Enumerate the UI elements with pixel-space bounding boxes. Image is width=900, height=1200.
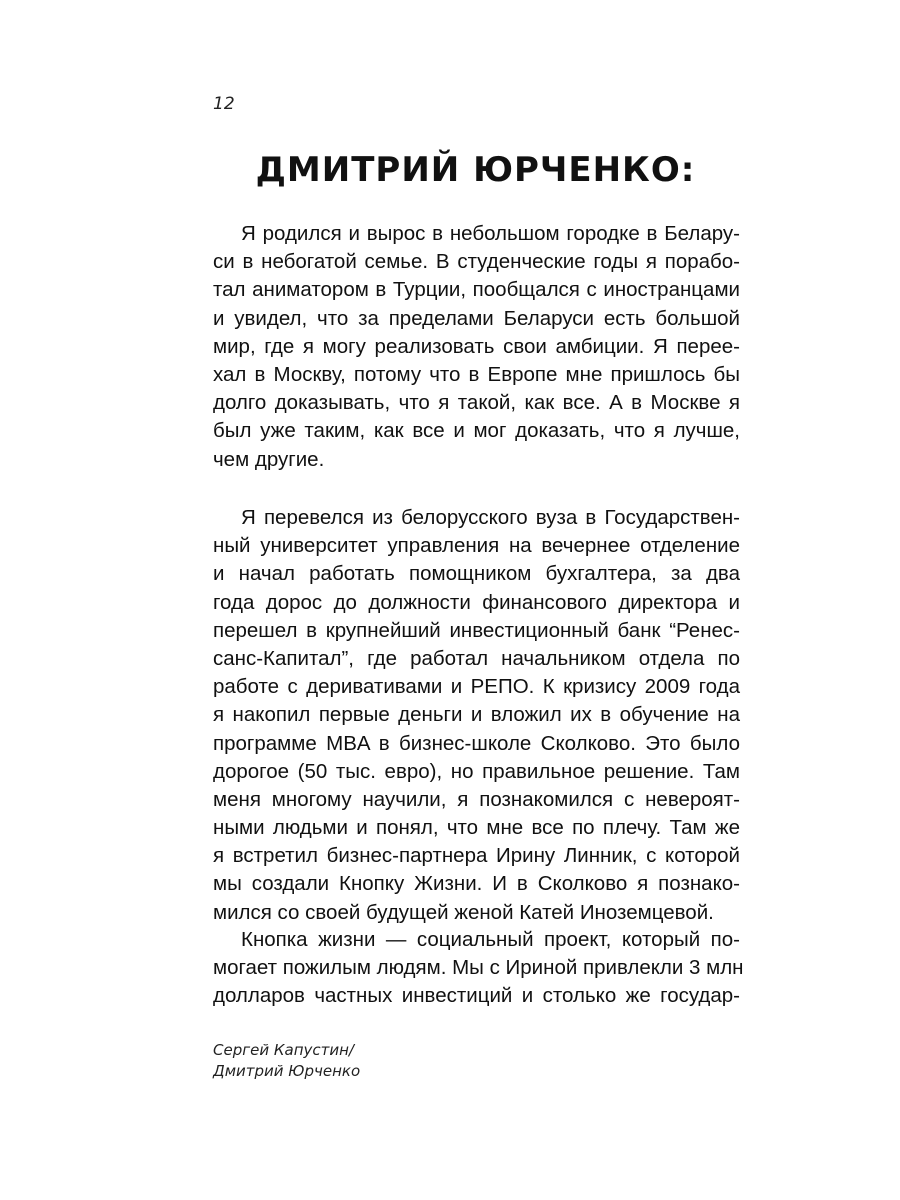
text-line: мир, где я могу реализовать свои амбиции. Я переe- bbox=[213, 334, 740, 358]
text-line: Я родился и вырос в небольшом городке в Белару- bbox=[241, 222, 740, 245]
text-line: я накопил первые деньги и вложил их в обучение на bbox=[213, 703, 740, 727]
text-line: меня многому научили, я познакомился с невероят- bbox=[213, 787, 740, 811]
page-number: 12 bbox=[213, 94, 235, 114]
paragraph-3 bbox=[213, 926, 744, 1011]
text-line: года дорос до должности финансового директора и bbox=[213, 590, 740, 614]
text-line: был уже таким, как все и мог доказать, что я лучше, bbox=[213, 419, 740, 443]
text-line: ными людьми и понял, что мне все по плечу. Там же bbox=[213, 816, 740, 840]
text-line: работе с деривативами и РЕПО. К кризису 2009 года bbox=[213, 675, 740, 699]
text-line: хал в Москву, потому что в Европе мне пришлось бы bbox=[213, 362, 740, 386]
text-line: чем другие. bbox=[213, 447, 325, 471]
text-line: программе MBA в бизнес-школе Сколково. Это было bbox=[213, 731, 740, 755]
text-line: си в небогатой семье. В студенческие годы я порабо- bbox=[213, 250, 740, 274]
footer-author-line-1: Сергей Капустин/ bbox=[213, 1041, 354, 1059]
text-line: дорогое (50 тыс. евро), но правильное решение. Там bbox=[213, 759, 740, 783]
text-line: я встретил бизнес-партнера Ирину Линник, с которой bbox=[213, 844, 740, 868]
text-line: долго доказывать, что я такой, как все. А в Москве я bbox=[213, 391, 740, 415]
chapter-title: ДМИТРИЙ ЮРЧЕНКО: bbox=[255, 150, 696, 190]
text-line: могает пожилым людям. Мы с Ириной привлекли 3 млн bbox=[213, 956, 744, 980]
text-line: Кнопка жизни — социальный проект, который по- bbox=[241, 928, 740, 951]
text-line: Я перевелся из белорусского вуза в Государствен- bbox=[241, 506, 740, 529]
footer-author-line-2: Дмитрий Юрченко bbox=[213, 1062, 361, 1080]
text-line: ный университет управления на вечернее отделение bbox=[213, 534, 740, 558]
paragraph-2 bbox=[213, 504, 740, 927]
text-line: мился со своей будущей женой Катей Иноземцевой. bbox=[213, 900, 714, 924]
running-footer bbox=[213, 1040, 360, 1082]
paragraph-1 bbox=[213, 220, 740, 474]
text-line: и начал работать помощником бухгалтера, за два bbox=[213, 562, 740, 586]
text-line: и увидел, что за пределами Беларуси есть большой bbox=[213, 306, 740, 330]
text-line: долларов частных инвестиций и столько же государ- bbox=[213, 984, 740, 1008]
text-line: санс-Капитал”, где работал начальником отдела по bbox=[213, 646, 740, 670]
text-line: тал аниматором в Турции, пообщался с иностранцами bbox=[213, 278, 740, 302]
text-line: мы создали Кнопку Жизни. И в Сколково я познако- bbox=[213, 872, 740, 896]
text-line: перешел в крупнейший инвестиционный банк “Ренес- bbox=[213, 618, 740, 642]
